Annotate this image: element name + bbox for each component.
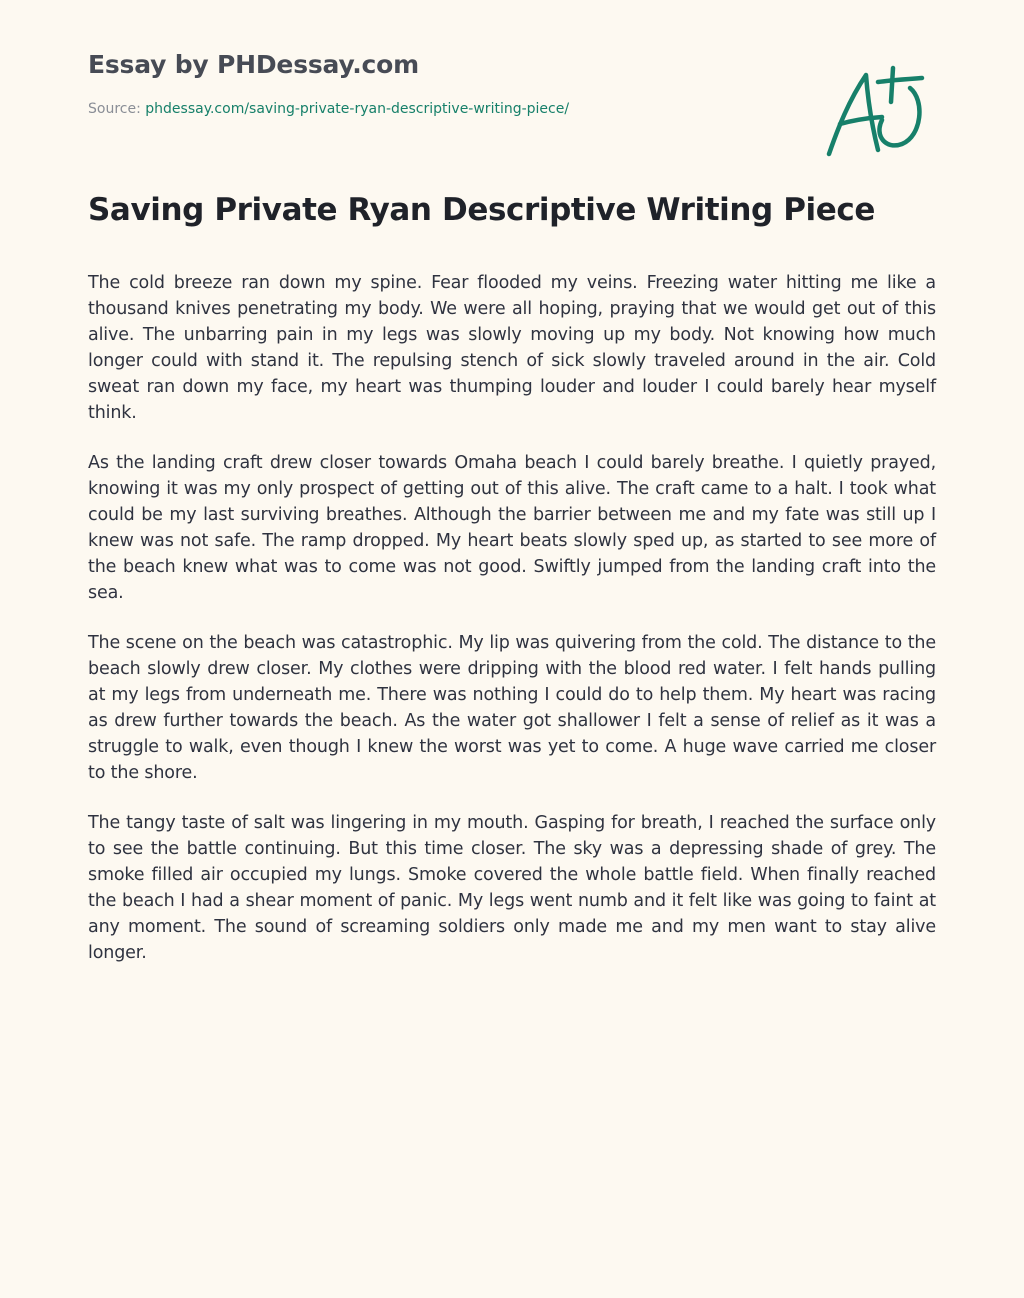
plus-vertical-stroke [891,68,893,102]
a-letter-stroke [829,75,878,154]
essay-paragraph: The scene on the beach was catastrophic. My lip was quivering from the cold. The distance to the beach slowly drew closer. My clothes were dripping with the blood red water. I felt hands pulling at my legs from underneath me. There was nothing I could do to help them. My heart was racing as drew further towards the beach. As the water got shallower I felt a sense of relief as it was a struggle to walk, even though I knew the worst was yet to come. A huge wave carried me closer to the shore. [88,633,936,783]
essay-body [88,270,936,990]
essay-paragraph: As the landing craft drew closer towards Omaha beach I could barely breathe. I quietly prayed, knowing it was my only prospect of getting out of this alive. The craft came to a halt. I took what could be my last surviving breathes. Although the barrier between me and my fate was still up I knew was not safe. The ramp dropped. My heart beats slowly sped up, as started to see more of the beach knew what was to come was not good. Swiftly jumped from the landing craft into the sea. [88,453,936,603]
essay-title: Saving Private Ryan Descriptive Writing Piece [88,192,875,228]
source-link[interactable]: phdessay.com/saving-private-ryan-descriptive-writing-piece/ [145,101,570,117]
circle-stroke [879,88,919,145]
essay-paragraph: The tangy taste of salt was lingering in my mouth. Gasping for breath, I reached the surface only to see the battle continuing. But this time closer. The sky was a depressing shade of grey. The smoke filled air occupied my lungs. Smoke covered the whole battle field. When finally reached the beach I had a shear moment of panic. My legs went numb and it felt like was going to faint at any moment. The sound of screaming soldiers only made me and my men want to stay alive longer. [88,813,936,963]
plus-horizontal-stroke [878,78,922,82]
essay-paragraph: The cold breeze ran down my spine. Fear flooded my veins. Freezing water hitting me like a thousand knives penetrating my body. We were all hoping, praying that we would get out of this alive. The unbarring pain in my legs was slowly moving up my body. Not knowing how much longer could with stand it. The repulsing stench of sick slowly traveled around in the air. Cold sweat ran down my face, my heart was thumping louder and louder I could barely hear myself think. [88,273,936,423]
source-label: Source: [88,101,146,117]
a-plus-grade-icon [822,62,930,162]
source-line [88,101,569,117]
a-crossbar-stroke [840,117,882,124]
site-brand: Essay by PHDessay.com [88,50,419,79]
